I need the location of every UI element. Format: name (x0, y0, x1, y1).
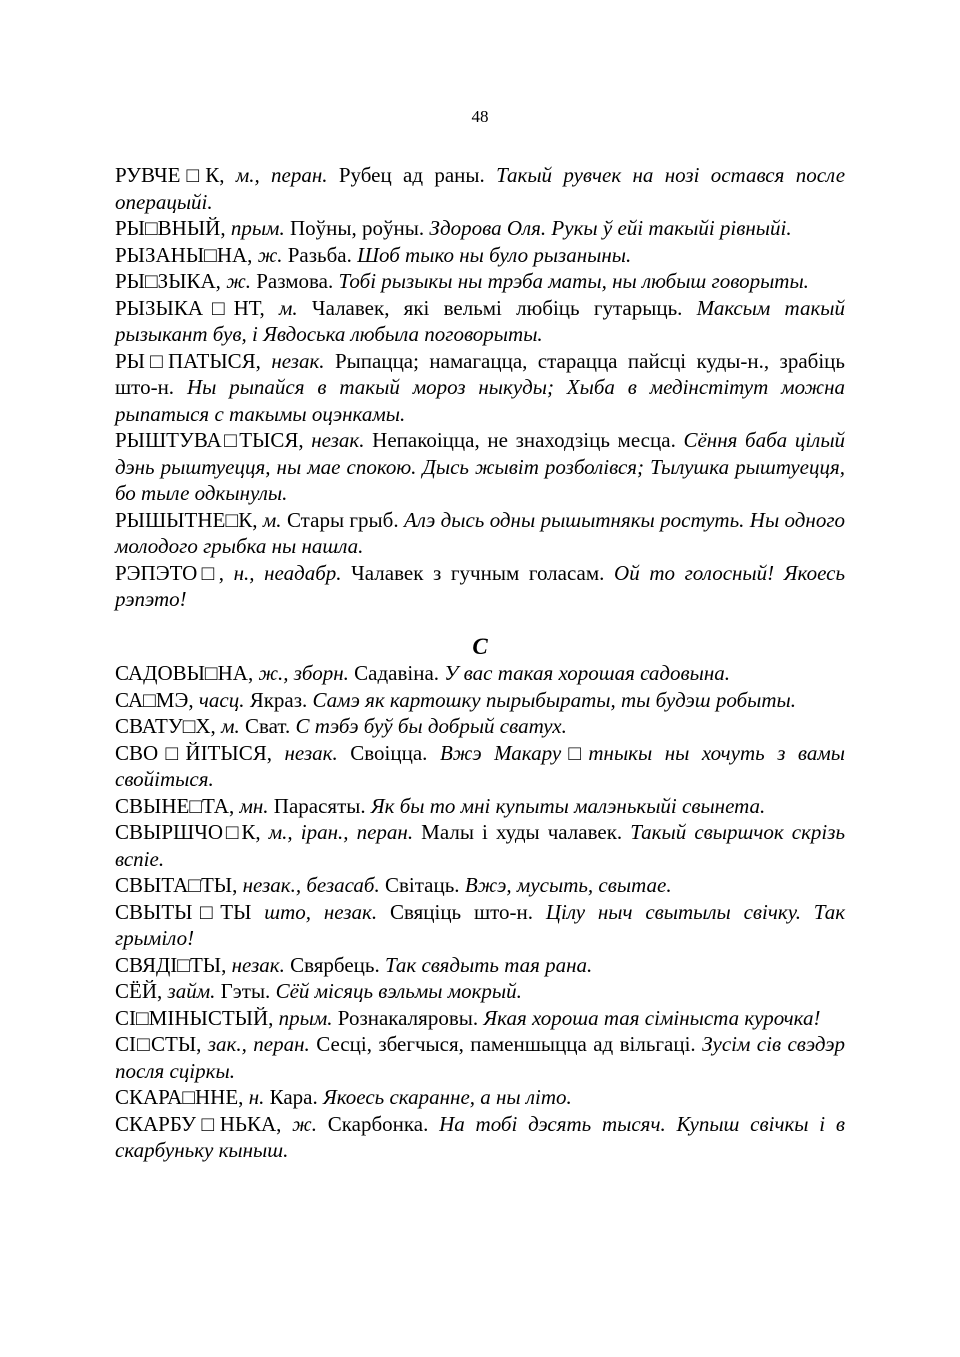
definition: Кара. (269, 1085, 318, 1109)
definition: Поўны, роўны. (289, 216, 425, 240)
grammar-label: займ. (167, 979, 216, 1003)
grammar-label: мн. (239, 793, 269, 818)
example: Сёння баба цілый дэнь рыштуецця, ны мае спокою. Дысь жывіт розболівся; Тылушка рыштуецця, бо тыле одкынулы. (115, 428, 846, 505)
definition: Размова. (256, 269, 334, 293)
headword: РУВЧЕ□К, (115, 163, 225, 187)
example: Здорова Оля. Рукы ў ейі такыйі рівныйі. (429, 216, 792, 240)
dictionary-entry (115, 952, 845, 979)
grammar-label: м. (279, 295, 298, 320)
headword: СВЫТА□ТЫ, (115, 873, 238, 897)
definition: Чалавек з гучным голасам. (351, 560, 605, 585)
headword: СА□МЭ, (115, 687, 194, 712)
page-number: 48 (471, 107, 489, 126)
headword: РЫШТУВА□ТЫСЯ, (115, 428, 304, 452)
grammar-label: ж., зборн. (258, 661, 349, 685)
definition: Свярбець. (290, 952, 380, 977)
example: Якоесь скаранне, а ны літо. (322, 1085, 572, 1109)
definition: Свяціць што-н. (389, 899, 534, 924)
definition: Гэты. (220, 979, 271, 1003)
headword: СІ□МІНЫСТЫЙ, (115, 1005, 274, 1030)
definition: Світаць. (384, 873, 460, 897)
grammar-label: незак. (231, 952, 285, 977)
example: Такый свыршчок скрізь вспіе. (115, 820, 845, 871)
grammar-label: м., перан. (235, 163, 328, 187)
headword: РЫШЫТНЕ□К, (115, 507, 258, 532)
headword: СКАРБУ□НЬКА, (115, 1111, 282, 1136)
example: Якая хороша тая сіміныста курочка! (483, 1005, 821, 1030)
headword: СКАРА□ННЕ, (115, 1085, 244, 1109)
grammar-label: незак. (284, 740, 338, 765)
definition: Якраз. (249, 687, 308, 712)
grammar-label: н., неадабр. (233, 560, 342, 585)
grammar-label: м., іран., перан. (268, 820, 414, 844)
example: Сёй місяць вэльмы мокрый. (275, 979, 522, 1003)
grammar-label: м. (262, 507, 282, 532)
example: Зусім сів свэдэр посля сціркы. (115, 1032, 846, 1083)
headword: САДОВЫ□НА, (115, 661, 254, 685)
headword: СВЫНЕ□ТА, (115, 793, 235, 818)
dictionary-entry (115, 1111, 845, 1164)
grammar-label: незак. (311, 428, 365, 452)
definition: Разьба. (287, 242, 352, 267)
example: С тэбэ буў бы добрый сватух. (295, 714, 567, 738)
headword: СВЯДІ□ТЫ, (115, 952, 227, 977)
definition: Сват. (244, 714, 291, 738)
dictionary-entry (115, 560, 845, 613)
dictionary-entry (115, 899, 845, 952)
section-header: С (472, 633, 488, 659)
headword: СЁЙ, (115, 979, 163, 1003)
example: Ой то голосный! Якоесь рэпэто! (115, 560, 846, 611)
example: Шоб тыко ны було рызаныны. (357, 242, 632, 267)
grammar-label: ж. (226, 269, 251, 293)
example: Самэ як картошку пырыбыраты, ты будэш робыты. (312, 687, 797, 712)
example: Вжэ, мусыть, свытае. (464, 873, 672, 897)
definition: Скарбонка. (327, 1111, 429, 1136)
headword: РЫЗЫКА□НТ, (115, 295, 265, 320)
headword: СВАТУ□Х, (115, 714, 216, 738)
example: У вас такая хорошая садовына. (444, 661, 731, 685)
dictionary-entry (115, 1084, 845, 1111)
dictionary-entry (115, 872, 845, 899)
dictionary-entry (115, 215, 845, 242)
dictionary-entry (115, 295, 845, 348)
grammar-label: м. (221, 714, 240, 738)
content (115, 162, 845, 1164)
example: Цілу ныч свытылы свічку. Так грыміло! (115, 899, 846, 950)
grammar-label: зак., перан. (207, 1032, 310, 1056)
dictionary-entry (115, 740, 845, 793)
dictionary-entry (115, 660, 845, 687)
example: Так свядыть тая рана. (384, 952, 593, 977)
definition: Рубец ад раны. (338, 163, 485, 187)
definition: Своіцца. (350, 740, 428, 765)
dictionary-entry (115, 819, 845, 872)
dictionary-entry (115, 427, 845, 507)
dictionary-entry (115, 687, 845, 714)
example: Максым такый рызыкант був, і Явдоська любыла поговорыты. (115, 295, 846, 346)
definition: Стары грыб. (286, 507, 399, 532)
example: Як бы то мні купыты малэнькыйі свынета. (370, 793, 766, 818)
dictionary-entry (115, 713, 845, 740)
definition: Рыпацца; намагацца, старацца пайсці куды-н., зрабіць што-н. (115, 348, 845, 399)
headword: РЫ□ЗЫКА, (115, 269, 221, 293)
example: Ны рыпайся в такый мороз ныкуды; Хыба в медінстітут можна рыпатыся с такымы оцэнкамы. (115, 375, 845, 426)
example: Алэ дысь одны рышытнякы ростуть. Ны одного молодого грыбка ны нашла. (115, 507, 846, 558)
dictionary-entry (115, 1031, 845, 1084)
headword: СВО□ЙІТЫСЯ, (115, 740, 272, 765)
definition: Рознакаляровы. (337, 1005, 479, 1030)
grammar-label: ж. (292, 1111, 317, 1136)
example: Вжэ Макару□тныкы ны хочуть з вамы свойітыся. (115, 740, 846, 791)
grammar-label: ж. (257, 242, 283, 267)
dictionary-entry (115, 793, 845, 820)
dictionary-entry (115, 1005, 845, 1032)
headword: РЫЗАНЫ□НА, (115, 242, 253, 267)
dictionary-entry (115, 507, 845, 560)
definition: Чалавек, які вельмі любіць гутарыць. (311, 295, 683, 320)
grammar-label: прым. (278, 1005, 333, 1030)
example: Такый рувчек на нозі остався после операцыйі. (115, 163, 846, 214)
grammar-label: незак. (271, 348, 325, 373)
headword: РЫ□ПАТЫСЯ, (115, 348, 261, 373)
dictionary-entry (115, 978, 845, 1005)
dictionary-entry (115, 268, 845, 295)
grammar-label: прым. (230, 216, 285, 240)
example: На тобі дэсять тысяч. Купыш свічкы і в скарбуньку кыныш. (115, 1111, 845, 1162)
headword: СІ□СТЫ, (115, 1032, 202, 1056)
dictionary-entry (115, 162, 845, 215)
definition: Парасяты. (273, 793, 366, 818)
definition: Сесці, збегчыся, паменшыцца ад вільгаці. (316, 1032, 696, 1056)
example: Тобі рызыкы ны трэба маты, ны любыш говорыты. (338, 269, 809, 293)
grammar-label: незак., безасаб. (242, 873, 380, 897)
headword: СВЫТЫ□ТЫ (115, 899, 252, 924)
headword: РЭПЭТО□, (115, 560, 224, 585)
grammar-label: што, незак. (264, 899, 378, 924)
dictionary-entry (115, 348, 845, 428)
grammar-label: н. (248, 1085, 265, 1109)
headword: СВЫРШЧО□К, (115, 820, 261, 844)
definition: Непакоіцца, не знаходзіць месца. (372, 428, 676, 452)
grammar-label: часц. (198, 687, 245, 712)
definition: Малы і худы чалавек. (421, 820, 623, 844)
headword: РЫ□ВНЫЙ, (115, 216, 226, 240)
dictionary-entry (115, 242, 845, 269)
definition: Садавіна. (354, 661, 440, 685)
